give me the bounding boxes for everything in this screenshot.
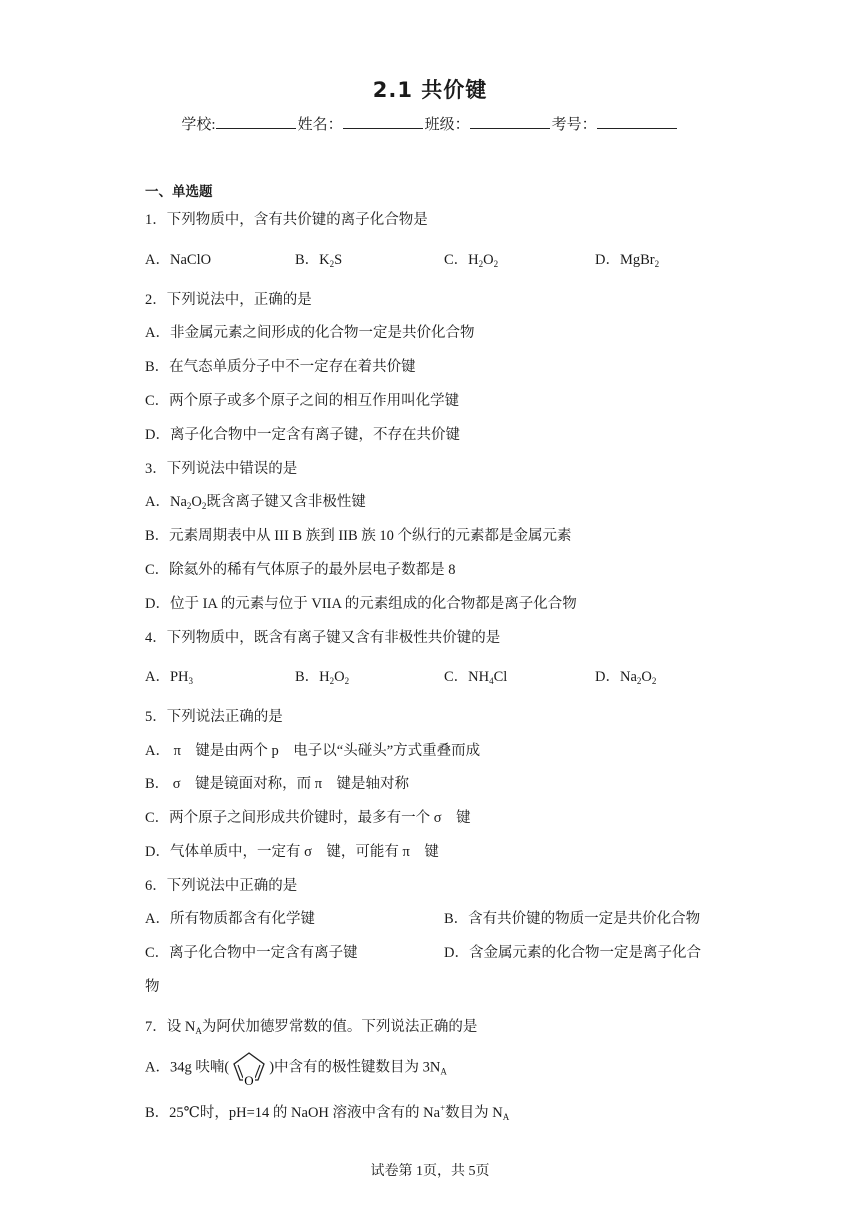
page-title: 2.1 共价键 — [372, 78, 488, 102]
question-7-option-a[interactable]: A．34g 呋喃( O )中含有的极性键数目为 $3N_A$ — [145, 1049, 447, 1087]
question-1-option-c[interactable]: C．$H_2O_2$ — [444, 252, 499, 269]
question-2-option-a[interactable]: A．非金属元素之间形成的化合物一定是共价化合物 — [145, 325, 475, 341]
question-1-stem: 1．下列物质中，含有共价键的离子化合物是 — [145, 212, 428, 228]
question-4-option-c[interactable]: C．$NH_4Cl$ — [444, 669, 508, 686]
question-5-stem: 5．下列说法正确的是 — [145, 709, 283, 725]
question-3-option-d[interactable]: D．位于 IA 的元素与位于 VIIA 的元素组成的化合物都是离子化合物 — [145, 596, 577, 612]
question-6-option-c[interactable]: C．离子化合物中一定含有离子键 — [145, 945, 358, 961]
question-6-option-b[interactable]: B．含有共价键的物质一定是共价化合物 — [444, 911, 701, 927]
page-footer: 试卷第 1页，共 5页 — [370, 1164, 490, 1179]
question-1-option-b[interactable]: B．$K_2S$ — [295, 252, 343, 269]
school-label: 学校: — [181, 117, 216, 133]
question-4-stem: 4．下列物质中，既含有离子键又含有非极性共价键的是 — [145, 630, 501, 646]
question-5-option-c[interactable]: C．两个原子之间形成共价键时，最多有一个 σ 键 — [145, 810, 471, 826]
question-4-option-a[interactable]: A．$PH_3$ — [145, 669, 194, 686]
question-4-option-d[interactable]: D．$Na_2O_2$ — [595, 669, 657, 686]
question-1-option-d[interactable]: D．MgBr$_2$ — [595, 252, 660, 269]
question-7-option-b[interactable]: B．25℃时，pH=14 的 NaOH 溶液中含有的 Na+数目为 $N_A$ — [145, 1103, 510, 1122]
question-6-option-d-wrap: 物 — [145, 979, 160, 995]
question-3-option-a[interactable]: A．$Na_2O_2$既含离子键又含非极性键 — [145, 494, 366, 511]
question-3-option-c[interactable]: C．除氦外的稀有气体原子的最外层电子数都是 8 — [145, 562, 456, 578]
question-5-option-a[interactable]: A． π 键是由两个 p 电子以“头碰头”方式重叠而成 — [145, 743, 481, 759]
section-heading: 一、单选题 — [145, 184, 213, 200]
question-2-option-d[interactable]: D．离子化合物中一定含有离子键，不存在共价键 — [145, 427, 460, 443]
exam-no-label: 考号： — [551, 117, 597, 133]
name-label: 姓名： — [297, 117, 343, 133]
question-7-stem: 7．设 $N_A$为阿伏加德罗常数的值。下列说法正确的是 — [145, 1019, 478, 1036]
question-5-option-d[interactable]: D．气体单质中，一定有 σ 键，可能有 π 键 — [145, 844, 439, 860]
school-blank[interactable] — [216, 114, 296, 129]
question-4-option-b[interactable]: B．$H_2O_2$ — [295, 669, 350, 686]
class-blank[interactable] — [470, 114, 550, 129]
question-6-option-a[interactable]: A．所有物质都含有化学键 — [145, 911, 315, 927]
question-5-option-b[interactable]: B． σ 键是镜面对称，而 π 键是轴对称 — [145, 776, 410, 792]
exam-no-blank[interactable] — [597, 114, 677, 129]
student-info-line — [0, 113, 860, 134]
question-2-option-c[interactable]: C．两个原子或多个原子之间的相互作用叫化学键 — [145, 393, 460, 409]
class-label: 班级： — [424, 117, 470, 133]
name-blank[interactable] — [343, 114, 423, 129]
question-3-stem: 3．下列说法中错误的是 — [145, 461, 298, 477]
question-2-stem: 2．下列说法中，正确的是 — [145, 292, 312, 308]
question-1-option-a[interactable]: A．NaClO — [145, 252, 212, 268]
question-3-option-b[interactable]: B．元素周期表中从 III B 族到 IIB 族 10 个纵行的元素都是金属元素 — [145, 528, 572, 544]
question-6-stem: 6．下列说法中正确的是 — [145, 878, 298, 894]
question-2-option-b[interactable]: B．在气态单质分子中不一定存在着共价键 — [145, 359, 416, 375]
question-6-option-d[interactable]: D．含金属元素的化合物一定是离子化合 — [444, 945, 701, 961]
furan-structure-icon — [229, 1049, 269, 1087]
svg-text:O: O — [244, 1073, 254, 1087]
